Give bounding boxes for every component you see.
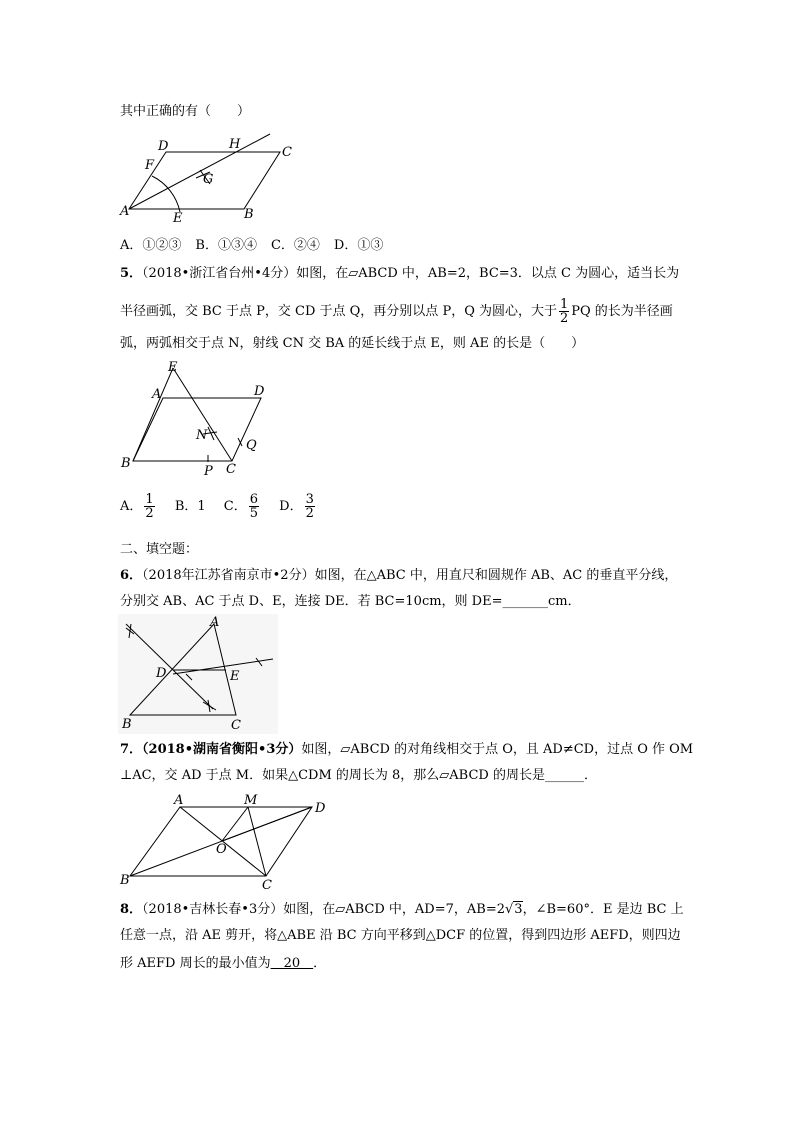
option-d bbox=[279, 492, 317, 522]
denominator: 5 bbox=[249, 506, 259, 521]
label-B: B bbox=[121, 456, 131, 471]
label-A: A bbox=[210, 615, 220, 630]
fraction bbox=[305, 493, 315, 520]
option-letter: C． bbox=[223, 499, 247, 514]
label-M: M bbox=[244, 793, 258, 808]
label-C: C bbox=[231, 718, 241, 733]
question-7-line2: ⊥AC，交 AD 于点 M．如果△CDM 的周长为 8，那么▱ABCD 的周长是______． bbox=[120, 768, 597, 783]
question-number: 7． bbox=[120, 742, 143, 757]
question-5-line1 bbox=[120, 264, 679, 284]
denominator: 2 bbox=[145, 506, 154, 521]
denominator: 2 bbox=[559, 311, 569, 326]
question-source: （2018•湖南省衡阳•3分） bbox=[142, 742, 302, 757]
question-6-line2: 分别交 AB、AC 于点 D、E，连接 DE．若 BC=10cm，则 DE=_______cm． bbox=[120, 594, 581, 609]
options-q4 bbox=[120, 236, 397, 256]
label-P: P bbox=[204, 464, 213, 479]
question-text: 如图，▱ABCD 的对角线相交于点 O，且 AD≠CD，过点 O 作 OM bbox=[301, 742, 694, 757]
label-D: D bbox=[315, 801, 326, 816]
denominator: 2 bbox=[305, 506, 314, 521]
label-E: E bbox=[173, 211, 183, 226]
figure-q6-triangle bbox=[118, 614, 278, 734]
label-A: A bbox=[120, 204, 130, 219]
question-number: 6． bbox=[120, 568, 143, 583]
label-O: O bbox=[216, 842, 227, 857]
option-a: A．①②③ bbox=[120, 238, 182, 253]
text-line: 其中正确的有（ ） bbox=[120, 104, 251, 119]
figure-q7-parallelogram bbox=[118, 790, 338, 893]
answer-blank: 20 bbox=[270, 956, 314, 971]
label-A: A bbox=[174, 793, 184, 808]
question-6-line1 bbox=[120, 566, 677, 586]
label-Q: Q bbox=[246, 438, 257, 453]
section-heading: 二、填空题： bbox=[120, 542, 199, 557]
question-text: （2018年江苏省南京市•2分）如图，在△ABC 中，用直尺和圆规作 AB、AC 的垂直平分线， bbox=[142, 568, 678, 583]
label-C: C bbox=[226, 462, 236, 477]
question-8-line3 bbox=[120, 954, 326, 974]
options-q5 bbox=[120, 492, 331, 522]
option-b: B．1 bbox=[174, 499, 206, 514]
question-8-line1: 8．（2018•吉林长春•3分）如图，在▱ABCD 中，AD=7，AB=2√3，∠B=60°．E 是边 BC 上 bbox=[120, 902, 684, 917]
question-8-line2: 任意一点，沿 AE 剪开，将△ABE 沿 BC 方向平移到△DCF 的位置，得到四边形 AEFD，则四边 bbox=[120, 928, 681, 943]
option-c bbox=[224, 492, 261, 522]
option-d: D．①③ bbox=[333, 238, 384, 253]
option-letter: D． bbox=[279, 499, 303, 514]
question-5-line2 bbox=[120, 298, 673, 325]
question-number: 5． bbox=[120, 266, 143, 281]
option-letter: A． bbox=[120, 499, 143, 514]
label-B: B bbox=[244, 207, 254, 222]
label-D: D bbox=[158, 139, 169, 154]
label-B: B bbox=[122, 717, 132, 732]
question-text: 形 AEFD 周长的最小值为 bbox=[120, 956, 271, 971]
question-text: （2018•吉林长春•3分）如图，在▱ABCD 中，AD=7，AB=2 bbox=[142, 902, 505, 917]
sqrt-radicand: 3 bbox=[514, 902, 523, 917]
question-text: ． bbox=[313, 956, 327, 971]
question-text: 半径画弧，交 BC 于点 P，交 CD 于点 Q，再分别以点 P，Q 为圆心，大于 bbox=[120, 304, 557, 319]
label-E: E bbox=[230, 669, 240, 684]
numerator: 1 bbox=[145, 492, 154, 507]
fraction bbox=[144, 493, 154, 520]
figure-q4-parallelogram bbox=[118, 132, 292, 226]
numerator: 1 bbox=[559, 297, 569, 312]
label-H: H bbox=[229, 137, 241, 152]
label-D: D bbox=[156, 666, 167, 681]
label-A: A bbox=[152, 387, 162, 402]
label-N: N bbox=[196, 428, 208, 443]
label-F: F bbox=[145, 158, 155, 173]
fraction bbox=[559, 298, 569, 325]
label-G: G bbox=[203, 172, 214, 187]
label-C: C bbox=[282, 145, 292, 160]
option-c: C．②④ bbox=[270, 238, 320, 253]
label-C: C bbox=[262, 878, 272, 893]
label-E: E bbox=[168, 360, 178, 375]
question-text: ，∠B=60°．E 是边 BC 上 bbox=[522, 902, 684, 917]
question-5-line3: 弧，两弧相交于点 N，射线 CN 交 BA 的延长线于点 E，则 AE 的长是（ ） bbox=[120, 336, 585, 351]
option-a bbox=[120, 492, 157, 522]
option-b: B．①③④ bbox=[195, 238, 257, 253]
numerator: 3 bbox=[305, 492, 314, 507]
figure-q5-parallelogram bbox=[118, 360, 278, 480]
label-D: D bbox=[254, 384, 265, 399]
label-B: B bbox=[120, 873, 130, 888]
question-7-line1 bbox=[120, 740, 693, 760]
fraction bbox=[249, 493, 259, 520]
numerator: 6 bbox=[249, 492, 259, 507]
question-text: （2018•浙江省台州•4分）如图，在▱ABCD 中，AB=2，BC=3．以点 C 为圆心，适当长为 bbox=[142, 266, 680, 281]
question-text: PQ 的长为半径画 bbox=[571, 304, 673, 319]
question-number: 8． bbox=[120, 902, 143, 917]
